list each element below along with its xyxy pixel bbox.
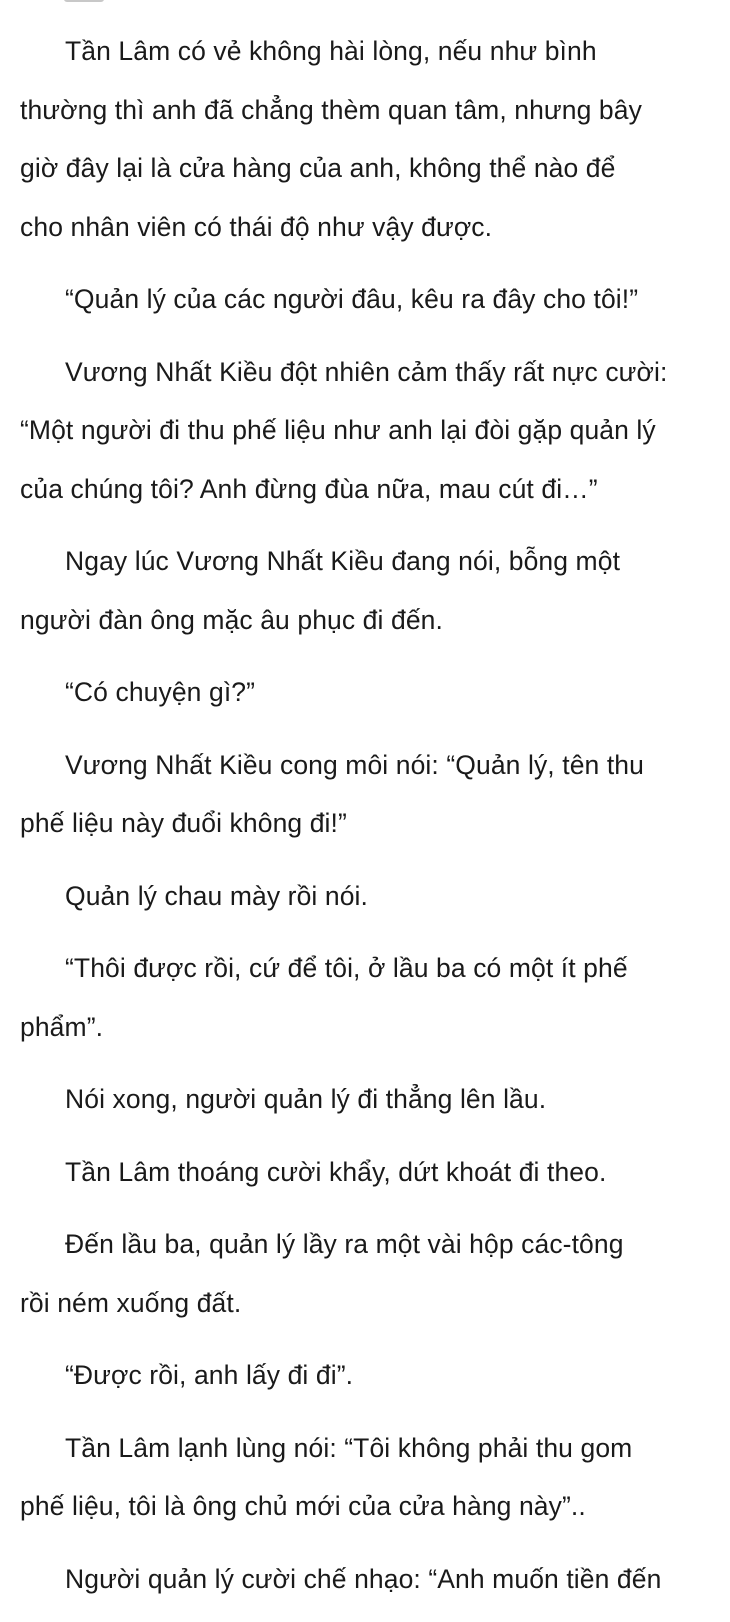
- paragraph: [20, 1550, 710, 1609]
- paragraph-line: Nói xong, người quản lý đi thẳng lên lầu.: [65, 1084, 547, 1114]
- story-text: [20, 22, 710, 1622]
- previous-line-fragment: [64, 0, 104, 2]
- paragraph: [20, 1419, 710, 1536]
- paragraph: [20, 1070, 710, 1129]
- paragraph: [20, 736, 710, 853]
- paragraph-line: phế liệu này đuổi không đi!”: [20, 808, 347, 838]
- paragraph: [20, 22, 710, 256]
- paragraph-line: Tần Lâm lạnh lùng nói: “Tôi không phải thu gom: [65, 1432, 633, 1463]
- paragraph-line: phẩm”.: [20, 1011, 104, 1042]
- paragraph-line: “Thôi được rồi, cứ để tôi, ở lầu ba có một ít phế: [65, 953, 628, 983]
- paragraph-line: phế liệu, tôi là ông chủ mới của cửa hàng này”..: [20, 1491, 586, 1521]
- paragraph: [20, 270, 710, 329]
- paragraph: [20, 343, 710, 519]
- paragraph-line: Tần Lâm có vẻ không hài lòng, nếu như bình: [65, 36, 597, 66]
- paragraph: [20, 663, 710, 722]
- paragraph: [20, 867, 710, 926]
- paragraph-line: người đàn ông mặc âu phục đi đến.: [20, 604, 443, 635]
- paragraph-line: Vương Nhất Kiều đột nhiên cảm thấy rất nực cười:: [65, 356, 668, 387]
- paragraph-line: Người quản lý cười chế nhạo: “Anh muốn tiền đến: [65, 1563, 662, 1594]
- paragraph-line: Quản lý chau mày rồi nói.: [65, 880, 368, 911]
- paragraph: [20, 1143, 710, 1202]
- paragraph-line: “Quản lý của các người đâu, kêu ra đây cho tôi!”: [65, 284, 639, 314]
- paragraph-line: giờ đây lại là cửa hàng của anh, không thể nào để: [20, 153, 616, 183]
- paragraph-line: Đến lầu ba, quản lý lầy ra một vài hộp các-tông: [65, 1229, 624, 1259]
- paragraph-line: thường thì anh đã chẳng thèm quan tâm, nhưng bây: [20, 94, 642, 125]
- paragraph-line: Vương Nhất Kiều cong môi nói: “Quản lý, tên thu: [65, 749, 644, 780]
- paragraph-line: “Được rồi, anh lấy đi đi”.: [65, 1360, 354, 1390]
- paragraph: [20, 1346, 710, 1405]
- paragraph-line: “Có chuyện gì?”: [65, 677, 256, 707]
- paragraph: [20, 1215, 710, 1332]
- paragraph-line: “Một người đi thu phế liệu như anh lại đòi gặp quản lý: [20, 415, 656, 445]
- paragraph-line: của chúng tôi? Anh đừng đùa nữa, mau cút đi…”: [20, 473, 598, 504]
- paragraph: [20, 939, 710, 1056]
- paragraph: [20, 532, 710, 649]
- paragraph-line: cho nhân viên có thái độ như vậy được.: [20, 211, 493, 242]
- paragraph-line: Tần Lâm thoáng cười khẩy, dứt khoát đi theo.: [65, 1156, 607, 1187]
- paragraph-line: Ngay lúc Vương Nhất Kiều đang nói, bỗng một: [65, 546, 621, 576]
- paragraph-line: rồi ném xuống đất.: [20, 1287, 242, 1318]
